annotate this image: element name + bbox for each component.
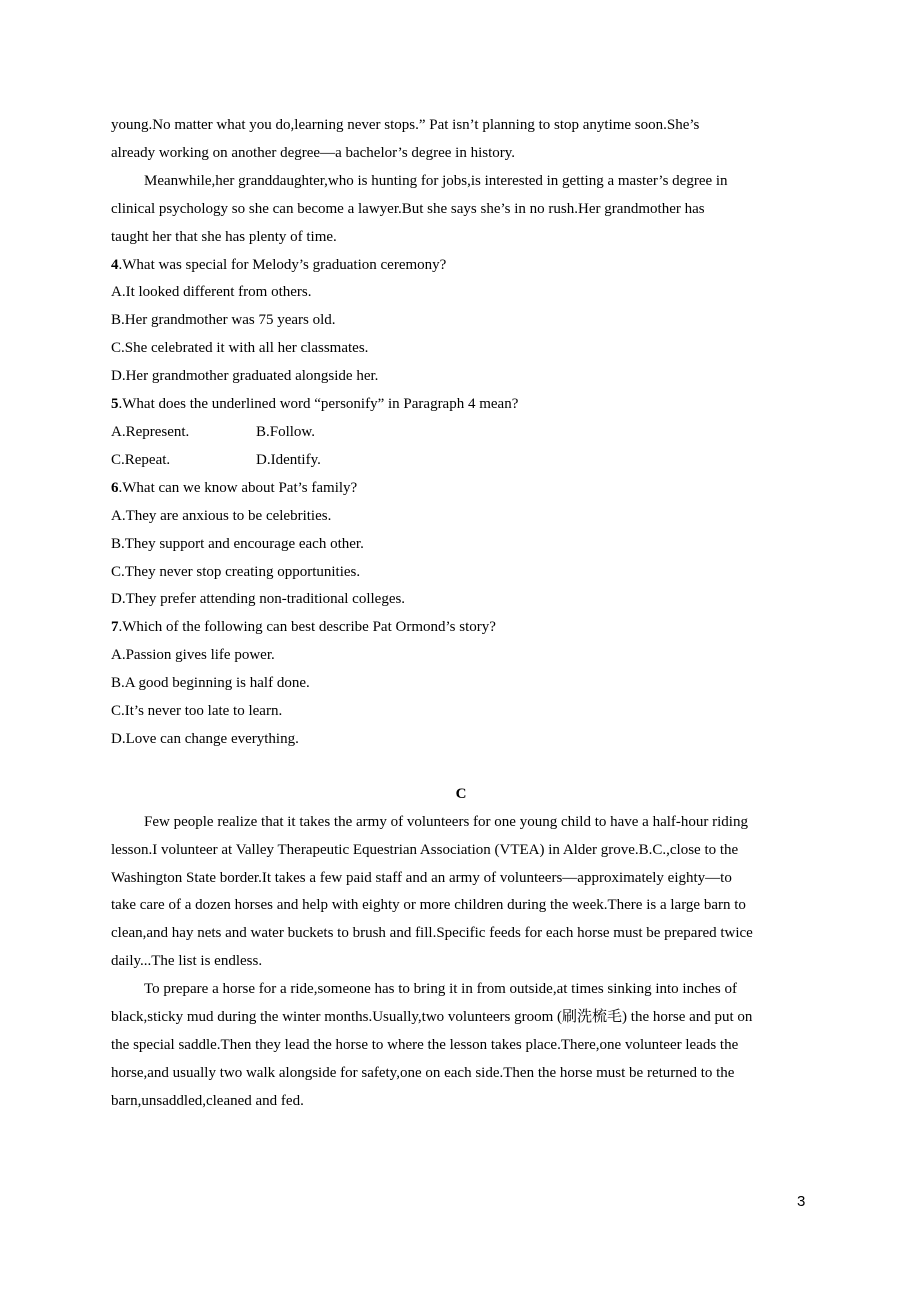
question-text: .What does the underlined word “personify” in Paragraph 4 mean?	[118, 396, 519, 413]
option: A.Represent.	[111, 423, 190, 440]
page-content	[111, 112, 811, 1116]
text-line: To prepare a horse for a ride,someone has to bring it in from outside,at times sinking into inches of	[144, 981, 737, 998]
text-line: horse,and usually two walk alongside for safety,one on each side.Then the horse must be returned to the	[111, 1064, 735, 1081]
question-5	[111, 391, 811, 419]
options-row	[111, 419, 811, 447]
option: C.She celebrated it with all her classmates.	[111, 340, 369, 357]
option: B.Her grandmother was 75 years old.	[111, 312, 336, 329]
option: B.Follow.	[256, 423, 316, 440]
section-title: C	[455, 785, 467, 802]
question-7	[111, 614, 811, 642]
options-row	[111, 447, 811, 475]
option: B.They support and encourage each other.	[111, 535, 364, 552]
option: A.They are anxious to be celebrities.	[111, 507, 332, 524]
text-line: clean,and hay nets and water buckets to brush and fill.Specific feeds for each horse must be prepared twice	[111, 925, 753, 942]
text-line: Meanwhile,her granddaughter,who is hunting for jobs,is interested in getting a master’s degree in	[144, 172, 728, 189]
option: A.Passion gives life power.	[111, 647, 275, 664]
text-line: taught her that she has plenty of time.	[111, 228, 337, 245]
question-text: .What can we know about Pat’s family?	[118, 479, 358, 496]
question-number: 4	[111, 256, 119, 273]
text-line: black,sticky mud during the winter months.Usually,two volunteers groom (刷洗梳毛) the horse and put on	[111, 1009, 753, 1026]
question-text: .What was special for Melody’s graduation ceremony?	[118, 256, 447, 273]
option: C.Repeat.	[111, 451, 171, 468]
option: C.They never stop creating opportunities.	[111, 563, 361, 580]
text-line: the special saddle.Then they lead the horse to where the lesson takes place.There,one volunteer leads the	[111, 1037, 739, 1053]
text-line: Few people realize that it takes the army of volunteers for one young child to have a half-hour riding	[144, 813, 748, 830]
text-line: lesson.I volunteer at Valley Therapeutic Equestrian Association (VTEA) in Alder grove.B.C.,close to the	[111, 841, 739, 858]
text-line: Washington State border.It takes a few paid staff and an army of volunteers—approximately eighty—to	[111, 869, 732, 886]
question-number: 6	[111, 479, 119, 496]
text-line: take care of a dozen horses and help with eighty or more children during the week.There is a large barn to	[111, 897, 746, 914]
question-number: 5	[111, 396, 119, 413]
option: C.It’s never too late to learn.	[111, 703, 283, 720]
text-line: clinical psychology so she can become a lawyer.But she says she’s in no rush.Her grandmother has	[111, 200, 705, 217]
option: D.Identify.	[256, 451, 321, 468]
text-line: young.No matter what you do,learning never stops.” Pat isn’t planning to stop anytime soon.She’s	[111, 117, 700, 133]
option: B.A good beginning is half done.	[111, 675, 310, 692]
question-text: .Which of the following can best describe Pat Ormond’s story?	[118, 619, 496, 636]
question-4	[111, 252, 811, 280]
question-6	[111, 475, 811, 503]
text-line: daily...The list is endless.	[111, 953, 263, 970]
question-number: 7	[111, 619, 119, 636]
page-number: 3	[797, 1193, 806, 1210]
option: A.It looked different from others.	[111, 284, 312, 301]
text-line: barn,unsaddled,cleaned and fed.	[111, 1092, 304, 1109]
option: D.Her grandmother graduated alongside her.	[111, 368, 379, 385]
text-line: already working on another degree—a bachelor’s degree in history.	[111, 144, 516, 161]
option: D.They prefer attending non-traditional colleges.	[111, 591, 406, 608]
option: D.Love can change everything.	[111, 730, 299, 747]
